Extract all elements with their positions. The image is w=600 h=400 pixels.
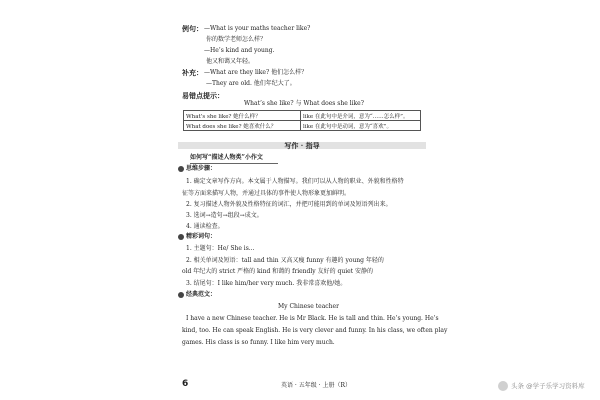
supplement-question: —What are they like? 他们怎么样？ bbox=[204, 69, 308, 76]
step-line: 2. 复习描述人物外貌及性格特征的词汇，并把可能用到的单词及短语列出来。 bbox=[186, 201, 392, 208]
step-line: 4. 通读检查。 bbox=[186, 223, 224, 230]
vocab-label: 精彩词句： bbox=[186, 233, 217, 240]
example-question-en: —What is your maths teacher like? bbox=[204, 25, 311, 32]
table-cell-note: like 在此句中是动词，意为“喜欢”。 bbox=[301, 121, 421, 131]
step-line: 1. 确定文章写作方向。本文属于人物描写。我们可以从人物的职业、外貌和性格特 bbox=[186, 178, 404, 185]
example-answer-en: —He’s kind and young. bbox=[204, 47, 275, 54]
vocab-line: 2. 相关单词及短语：tall and thin 又高又瘦 funny 有趣的 young 年轻的 bbox=[186, 257, 384, 264]
essay-line: kind, too. He can speak English. He is very clever and funny. In his class, we often play bbox=[182, 327, 448, 334]
step-line: 3. 选词→造句→组段→成文。 bbox=[186, 212, 263, 219]
table-cell-question: What’s she like? 她什么样？ bbox=[184, 111, 301, 121]
example-question-cn: 你的数学老师怎么样？ bbox=[206, 36, 267, 43]
step-line: 征等方面来描写人物，并通过具体的事件使人物形象更加鲜明。 bbox=[182, 190, 351, 197]
bullet-icon bbox=[178, 166, 184, 172]
supplement-answer: —They are old. 他们年纪大了。 bbox=[206, 80, 296, 87]
table-row bbox=[184, 111, 421, 121]
confuse-title: What’s she like? 与 What does she like? bbox=[244, 100, 364, 107]
bullet-icon bbox=[178, 292, 184, 298]
essay-line: games. His class is so funny. I like him very much. bbox=[182, 339, 335, 346]
essay-label: 经典范文： bbox=[186, 291, 217, 298]
example-label: 例句： bbox=[182, 24, 203, 33]
watermark-logo-icon bbox=[498, 381, 508, 391]
book-info: 英语 · 五年级 · 上册（R） bbox=[281, 382, 351, 389]
example-answer-cn: 他又和蔼又年轻。 bbox=[206, 58, 255, 65]
steps-label: 思维步骤： bbox=[186, 165, 217, 172]
comparison-table bbox=[183, 110, 421, 131]
table-cell-note: like 在此句中是介词，意为“……怎么样”。 bbox=[301, 111, 421, 121]
writing-subtitle: 如何写“描述人物类”小作文 bbox=[190, 154, 263, 161]
watermark-text: 头条 @学子乐学习资料库 bbox=[511, 382, 585, 390]
table-cell-question: What does she like? 她喜欢什么？ bbox=[184, 121, 301, 131]
page-number: 6 bbox=[182, 379, 189, 389]
bullet-icon bbox=[178, 234, 184, 240]
vocab-line: old 年纪大的 strict 严格的 kind 和蔼的 friendly 友好的 quiet 安静的 bbox=[182, 268, 374, 275]
writing-section-bar bbox=[178, 142, 426, 149]
subtitle-underline bbox=[190, 163, 278, 164]
supplement-label: 补充： bbox=[182, 68, 203, 77]
essay-line: I have a new Chinese teacher. He is Mr Black. He is tall and thin. He’s young. He’s bbox=[186, 315, 439, 322]
essay-title: My Chinese teacher bbox=[278, 303, 339, 310]
vocab-line: 3. 结尾句：I like him/her very much. 我非常喜欢他/她。 bbox=[186, 280, 347, 287]
vocab-line: 1. 主题句：He/ She is... bbox=[186, 245, 255, 252]
writing-section-title: 写作 · 指导 bbox=[284, 141, 320, 150]
table-row bbox=[184, 121, 421, 131]
confuse-label: 易错点提示： bbox=[182, 91, 224, 100]
